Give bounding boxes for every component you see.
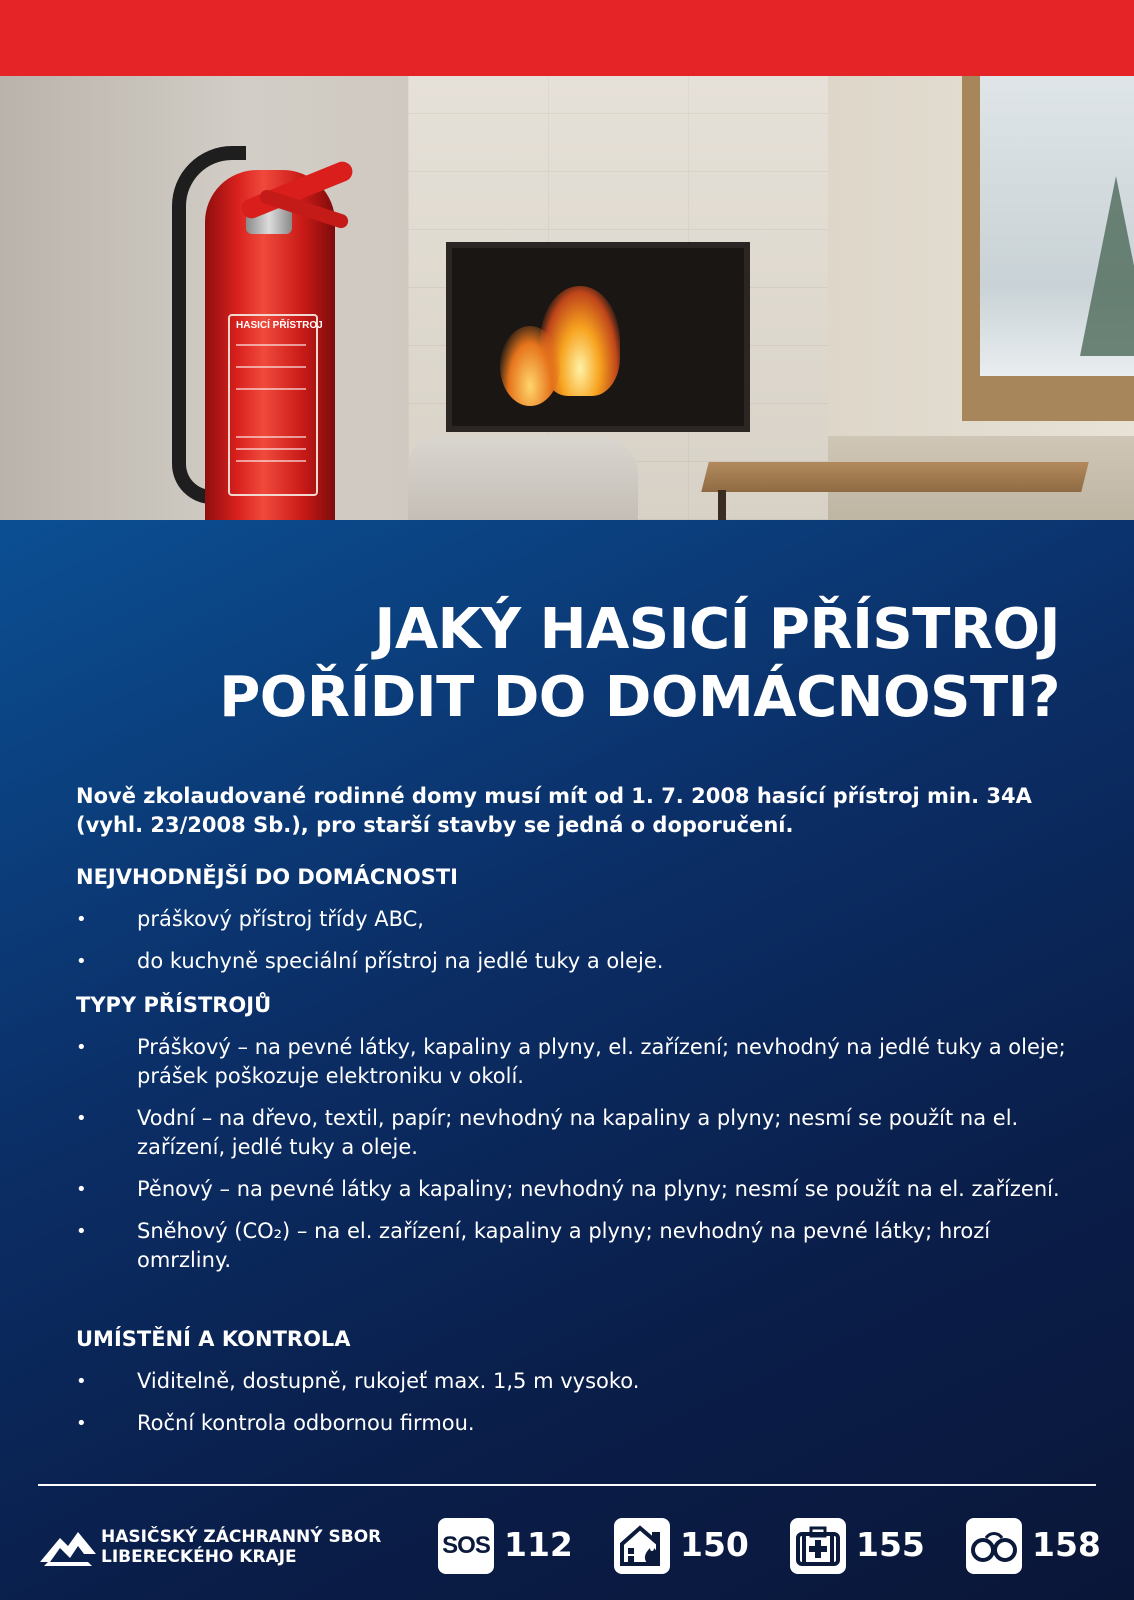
- bullet-icon: •: [76, 951, 87, 972]
- headline-line-2: POŘÍDIT DO DOMÁCNOSTI?: [219, 665, 1060, 730]
- bullet-list: [76, 1033, 1066, 1275]
- fire-rescue-logo-icon: [38, 1524, 98, 1568]
- list-item: • Viditelně, dostupně, rukojeť max. 1,5 m vysoko.: [76, 1367, 1066, 1396]
- coffee-table: [701, 462, 1088, 492]
- section-title: NEJVHODNĚJŠÍ DO DOMÁCNOSTI: [76, 865, 458, 889]
- first-aid-kit-icon: [790, 1518, 846, 1574]
- phone-number: 150: [680, 1525, 749, 1564]
- fire-house-icon: [614, 1518, 670, 1574]
- list-item: • Pěnový – na pevné látky a kapaliny; nevhodný na plyny; nesmí se použít na el. zařízení.: [76, 1175, 1066, 1204]
- section-title: UMÍSTĚNÍ A KONTROLA: [76, 1327, 351, 1351]
- phone-number: 158: [1032, 1525, 1101, 1564]
- bullet-icon: •: [76, 1221, 87, 1242]
- bullet-icon: •: [76, 1179, 87, 1200]
- bullet-icon: •: [76, 1413, 87, 1434]
- section-placement-and-inspection: [76, 1324, 1066, 1438]
- footer-divider: [38, 1484, 1096, 1486]
- bullet-list: [76, 905, 1066, 976]
- headline: [60, 596, 1060, 732]
- list-item: • práškový přístroj třídy ABC,: [76, 905, 1066, 934]
- list-item: • Roční kontrola odbornou firmou.: [76, 1409, 1066, 1438]
- phone-number: 112: [504, 1525, 573, 1564]
- intro-text: Nově zkolaudované rodinné domy musí mít od 1. 7. 2008 hasící přístroj min. 34A (vyhl. 23/2008 Sb.), pro starší stavby se jedná o doporučení.: [76, 784, 1032, 837]
- list-item: • Sněhový (CO₂) – na el. zařízení, kapaliny a plyny; nevhodný na pevné látky; hrozí omrzliny.: [76, 1219, 991, 1272]
- hero-photo: [0, 76, 1134, 520]
- section-extinguisher-types: [76, 990, 1066, 1275]
- extinguisher-label: [228, 314, 323, 496]
- section-title: TYPY PŘÍSTROJŮ: [76, 993, 272, 1017]
- sos-icon: SOS: [438, 1518, 494, 1574]
- bullet-icon: •: [76, 1371, 87, 1392]
- list-item: • Vodní – na dřevo, textil, papír; nevhodný na kapaliny a plyny; nesmí se použít na el. zařízení, jedlé tuky a oleje.: [76, 1106, 1019, 1159]
- headline-line-1: JAKÝ HASICÍ PŘÍSTROJ: [374, 597, 1060, 662]
- extinguisher-label-title: HASICÍ PŘÍSTROJ: [236, 320, 323, 331]
- sofa: [408, 436, 638, 520]
- list-item: • do kuchyně speciální přístroj na jedlé tuky a oleje.: [76, 947, 1066, 976]
- organization-name: HASIČSKÝ ZÁCHRANNÝ SBOR LIBERECKÉHO KRAJE: [101, 1527, 382, 1567]
- bullet-icon: •: [76, 909, 87, 930]
- top-red-bar: [0, 0, 1134, 76]
- bullet-icon: •: [76, 1108, 87, 1129]
- bullet-list: [76, 1367, 1066, 1438]
- handcuffs-icon: [966, 1518, 1022, 1574]
- list-item: • Práškový – na pevné látky, kapaliny a plyny, el. zařízení; nevhodný na jedlé tuky a oleje; prášek poškozuje elektroniku v okolí.: [76, 1035, 1066, 1088]
- phone-number: 155: [856, 1525, 925, 1564]
- bullet-icon: •: [76, 1037, 87, 1058]
- section-best-for-home: [76, 862, 1066, 976]
